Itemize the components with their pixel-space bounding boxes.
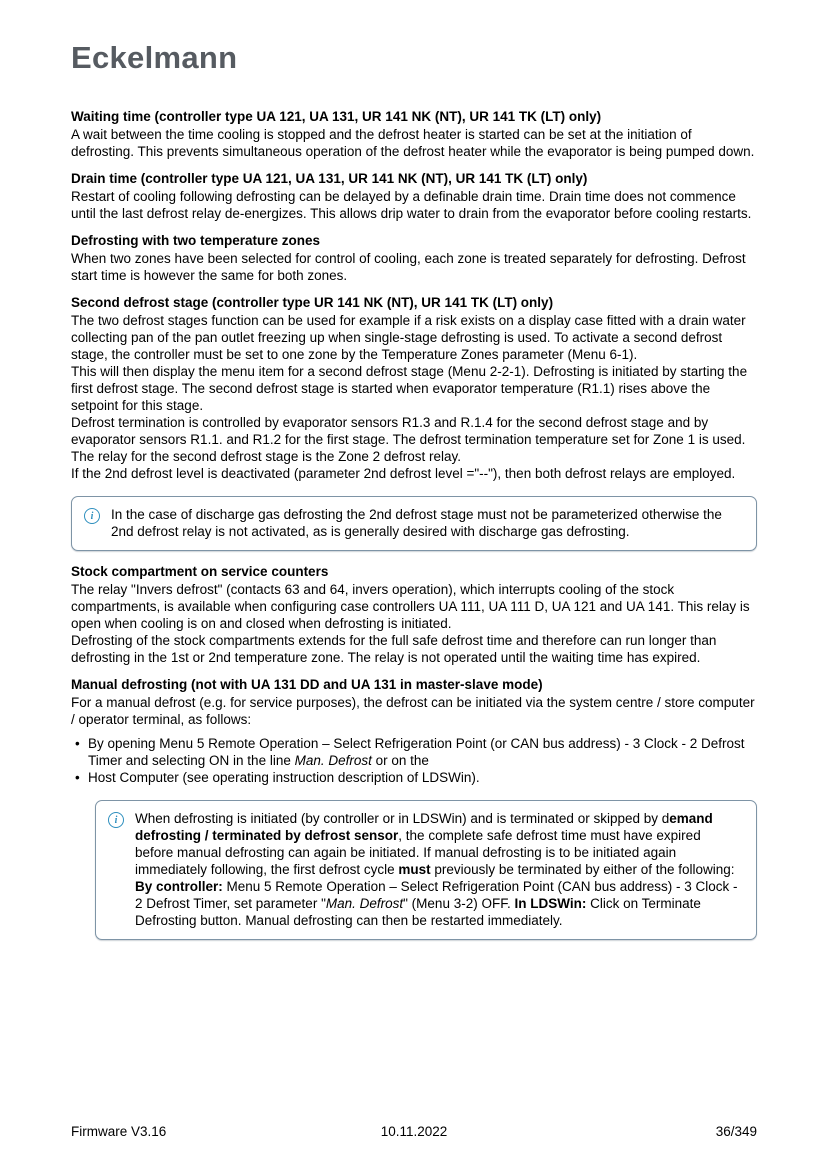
info-box-discharge-gas [71,496,757,551]
section-heading: Defrosting with two temperature zones [71,233,321,248]
section-paragraph: When two zones have been selected for control of cooling, each zone is treated separately for defrosting. Defrost start time is however the same for both zones. [71,251,746,283]
section-paragraph: Defrosting of the stock compartments extends for the full safe defrost time and therefore can run longer than defrosting in the 1st or 2nd temperature zone. The relay is not operated until the waiting time has expired. [71,633,717,665]
section-stock-compartment [71,563,757,666]
section-heading: Waiting time (controller type UA 121, UA 131, UR 141 NK (NT), UR 141 TK (LT) only) [71,109,602,124]
bullet-list [71,735,757,786]
page-footer [71,1124,757,1139]
section-paragraph: If the 2nd defrost level is deactivated (parameter 2nd defrost level ="--"), then both defrost relays are employed. [71,466,736,481]
info-box-manual-defrost [95,800,757,940]
section-paragraph: This will then display the menu item for a second defrost stage (Menu 2-2-1). Defrosting is initiated by starting the first defrost stage. The second defrost stage is started when evaporator temperature (R1.1) rises above the setpoint for this stage. [71,364,748,413]
section-heading: Second defrost stage (controller type UR 141 NK (NT), UR 141 TK (LT) only) [71,295,554,310]
info-icon: i [84,508,100,524]
section-paragraph: A wait between the time cooling is stopped and the defrost heater is started can be set at the initiation of defrosting. This prevents simultaneous operation of the defrost heater while the evaporator is being pumped down. [71,127,755,159]
info-box-text: In the case of discharge gas defrosting the 2nd defrost stage must not be parameterized otherwise the 2nd defrost relay is not activated, as is generally desired with discharge gas defrosting. [111,507,722,539]
section-paragraph: Restart of cooling following defrosting can be delayed by a definable drain time. Drain time does not commence until the last defrost relay de-energizes. This allows drip water to drain from the evaporator before cooling restarts. [71,189,752,221]
section-two-temperature-zones [71,232,757,284]
footer-page-number: 36/349 [715,1124,757,1139]
section-paragraph: The relay "Invers defrost" (contacts 63 and 64, invers operation), which interrupts cooling of the stock compartments, is available when configuring case controllers UA 111, UA 111 D, UA 121 and UA 141. This relay is open when cooling is on and closed when defrosting is initiated. [71,582,750,631]
bullet-item-text: Host Computer (see operating instruction description of LDSWin). [88,770,480,785]
company-logo: Eckelmann [71,40,238,75]
section-manual-defrosting [71,676,757,786]
section-second-defrost-stage [71,294,757,482]
section-paragraph: The two defrost stages function can be used for example if a risk exists on a display case fitted with a drain water collecting pan of the pan outlet freezing up when single-stage defrosting is used. To activate a second defrost stage, the controller must be set to one zone by the Temperature Zones parameter (Menu 6-1). [71,313,746,362]
section-heading: Drain time (controller type UA 121, UA 131, UR 141 NK (NT), UR 141 TK (LT) only) [71,171,588,186]
section-heading: Manual defrosting (not with UA 131 DD and UA 131 in master-slave mode) [71,677,543,692]
footer-date: 10.11.2022 [380,1124,448,1139]
footer-firmware-version: Firmware V3.16 [71,1124,167,1139]
section-paragraph: Defrost termination is controlled by evaporator sensors R1.3 and R.1.4 for the second defrost stage and by evaporator sensors R1.1. and R1.2 for the first stage. The defrost termination temperature set for Zone 1 is used. The relay for the second defrost stage is the Zone 2 defrost relay. [71,415,746,464]
section-drain-time [71,170,757,222]
section-paragraph: For a manual defrost (e.g. for service purposes), the defrost can be initiated via the system centre / store computer / operator terminal, as follows: [71,695,755,727]
bullet-item-text: By opening Menu 5 Remote Operation – Select Refrigeration Point (or CAN bus address) - 3 Clock - 2 Defrost Timer and selecting ON in the line Man. Defrost or on the [88,736,745,768]
section-waiting-time [71,108,757,160]
bullet-item [75,769,757,786]
info-icon: i [108,812,124,828]
section-heading: Stock compartment on service counters [71,564,329,579]
info-box-text: When defrosting is initiated (by controller or in LDSWin) and is terminated or skipped by demand defrosting / terminated by defrost sensor, the complete safe defrost time must have expired before manual defrosting can again be initiated. If manual defrosting is to be initiated again immediately following, the first defrost cycle must previously be terminated by either of the following: By controller: Menu 5 Remote Operation – Select Refrigeration Point (CAN bus address) - 3 Clock - 2 Defrost Timer, set parameter "Man. Defrost" (Menu 3-2) OFF. In LDSWin: Click on Terminate Defrosting button. Manual defrosting can then be restarted immediately. [135,811,738,928]
bullet-item [75,735,757,769]
